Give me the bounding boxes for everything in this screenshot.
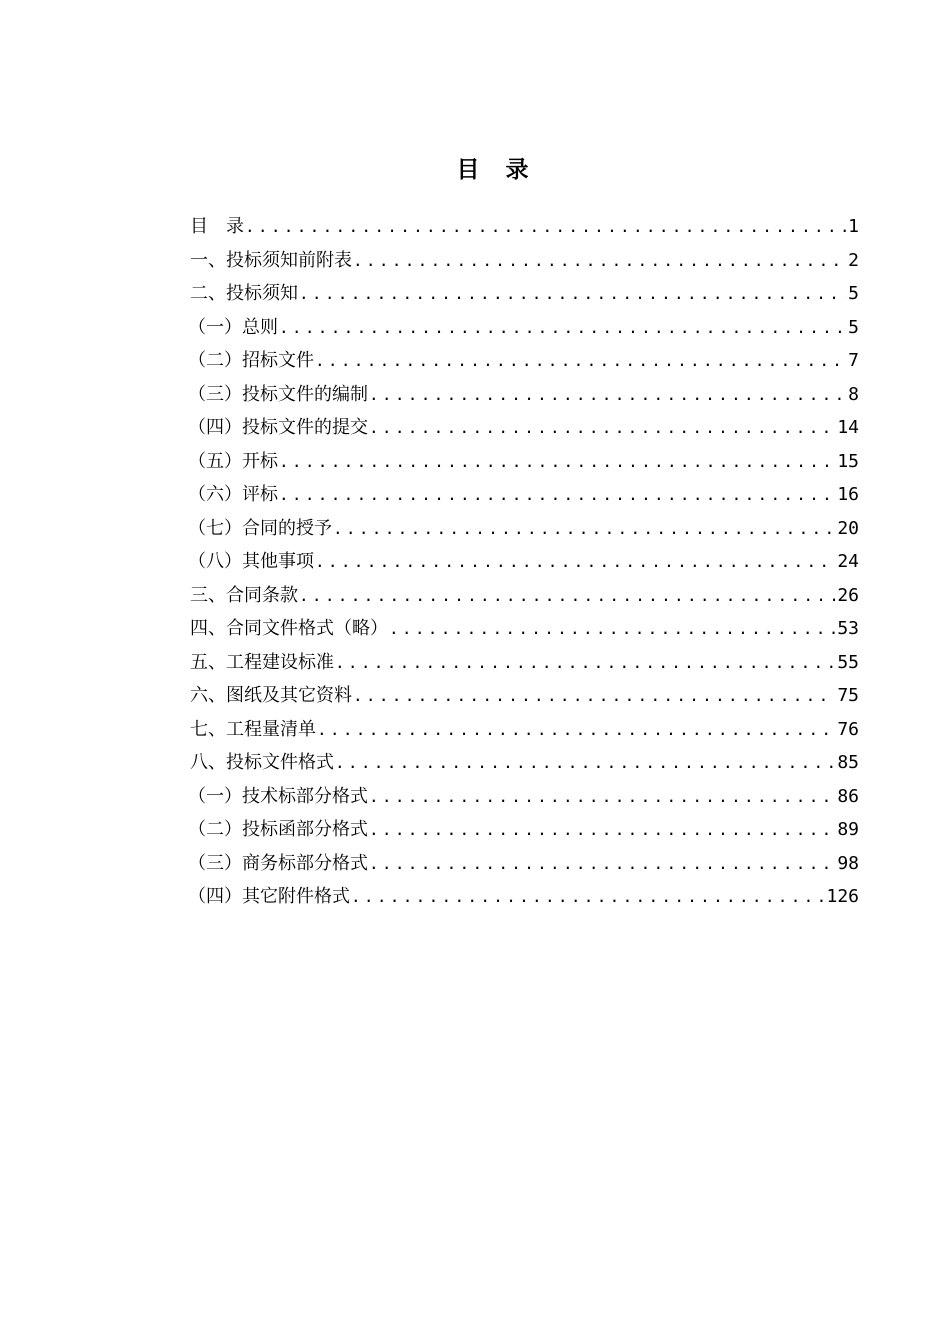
toc-page-number: 20: [837, 517, 859, 539]
toc-entry-title: （四）投标文件的提交: [188, 417, 368, 438]
toc-dot-leader: [299, 579, 835, 613]
toc-entry-title: （八）其他事项: [188, 551, 314, 572]
toc-entry[interactable]: [190, 847, 859, 881]
toc-page-number: 98: [837, 852, 859, 874]
toc-page-number: 14: [837, 417, 859, 438]
toc-page-number: 8: [848, 383, 859, 405]
toc-dot-leader: [369, 780, 835, 814]
toc-dot-leader: [317, 713, 835, 747]
toc-dot-leader: [369, 411, 835, 445]
toc-dot-leader: [333, 512, 835, 546]
toc-entry-title: （三）商务标部分格式: [188, 852, 368, 874]
toc-entry[interactable]: [190, 646, 859, 680]
toc-entry-title: （一）总则: [188, 316, 278, 338]
title-char-1: 目: [456, 156, 480, 183]
toc-entry-title: （一）技术标部分格式: [188, 785, 368, 807]
table-of-contents: [190, 210, 859, 914]
toc-page-number: 53: [837, 618, 859, 639]
toc-page-number: 2: [848, 249, 859, 271]
toc-entry[interactable]: [190, 277, 859, 311]
toc-entry[interactable]: [190, 411, 859, 445]
toc-entry[interactable]: [190, 244, 859, 278]
toc-entry-title: 八、投标文件格式: [190, 752, 334, 773]
toc-page-number: 55: [837, 651, 859, 673]
toc-page-number: 76: [837, 718, 859, 740]
toc-page-number: 126: [826, 886, 859, 907]
toc-page-number: 89: [837, 819, 859, 840]
toc-entry[interactable]: [190, 713, 859, 747]
toc-dot-leader: [279, 478, 835, 512]
toc-dot-leader: [353, 679, 835, 713]
toc-entry[interactable]: [190, 579, 859, 613]
toc-page-number: 86: [837, 785, 859, 807]
toc-entry-title: （五）开标: [188, 450, 278, 472]
toc-dot-leader: [279, 445, 835, 479]
toc-dot-leader: [299, 277, 846, 311]
toc-entry-title: 四、合同文件格式（略）: [190, 618, 388, 639]
toc-entry[interactable]: [190, 780, 859, 814]
toc-entry[interactable]: [190, 478, 859, 512]
toc-entry-title: （三）投标文件的编制: [188, 383, 368, 405]
toc-entry-title: （七）合同的授予: [188, 517, 332, 539]
toc-entry[interactable]: [190, 880, 859, 914]
toc-page-number: 15: [837, 450, 859, 472]
toc-dot-leader: [369, 813, 835, 847]
toc-dot-leader: [369, 847, 835, 881]
toc-entry-title: 二、投标须知: [190, 283, 298, 304]
toc-entry-title: 六、图纸及其它资料: [190, 685, 352, 706]
toc-entry[interactable]: [190, 545, 859, 579]
toc-page-number: 85: [837, 752, 859, 773]
toc-entry[interactable]: [190, 210, 859, 244]
toc-page-number: 75: [837, 685, 859, 706]
toc-entry[interactable]: [190, 344, 859, 378]
toc-dot-leader: [353, 244, 846, 278]
toc-dot-leader: [335, 746, 835, 780]
toc-page-number: 24: [837, 551, 859, 572]
toc-dot-leader: [389, 612, 835, 646]
title-char-2: 录: [505, 156, 529, 183]
page-title: [0, 152, 950, 188]
toc-entry[interactable]: [190, 679, 859, 713]
toc-entry-title: （二）投标函部分格式: [188, 819, 368, 840]
toc-entry-title: 目 录: [190, 216, 244, 237]
toc-dot-leader: [279, 311, 846, 345]
toc-entry-title: 三、合同条款: [190, 584, 298, 606]
toc-entry-title: 一、投标须知前附表: [190, 249, 352, 271]
toc-entry-title: （六）评标: [188, 484, 278, 505]
toc-entry-title: （二）招标文件: [188, 350, 314, 371]
toc-dot-leader: [245, 210, 846, 244]
toc-entry-title: 七、工程量清单: [190, 718, 316, 740]
toc-entry-title: （四）其它附件格式: [188, 886, 350, 907]
toc-entry[interactable]: [190, 311, 859, 345]
toc-page-number: 5: [848, 316, 859, 338]
toc-dot-leader: [315, 344, 846, 378]
toc-page-number: 26: [837, 584, 859, 606]
toc-page-number: 16: [837, 484, 859, 505]
toc-dot-leader: [351, 880, 824, 914]
toc-page-number: 5: [848, 283, 859, 304]
toc-entry[interactable]: [190, 512, 859, 546]
toc-page-number: 7: [848, 350, 859, 371]
toc-entry[interactable]: [190, 378, 859, 412]
toc-dot-leader: [315, 545, 835, 579]
toc-entry-title: 五、工程建设标准: [190, 651, 334, 673]
toc-entry[interactable]: [190, 746, 859, 780]
toc-entry[interactable]: [190, 612, 859, 646]
toc-entry[interactable]: [190, 813, 859, 847]
toc-dot-leader: [335, 646, 835, 680]
toc-entry[interactable]: [190, 445, 859, 479]
toc-dot-leader: [369, 378, 846, 412]
toc-page-number: 1: [848, 216, 859, 237]
